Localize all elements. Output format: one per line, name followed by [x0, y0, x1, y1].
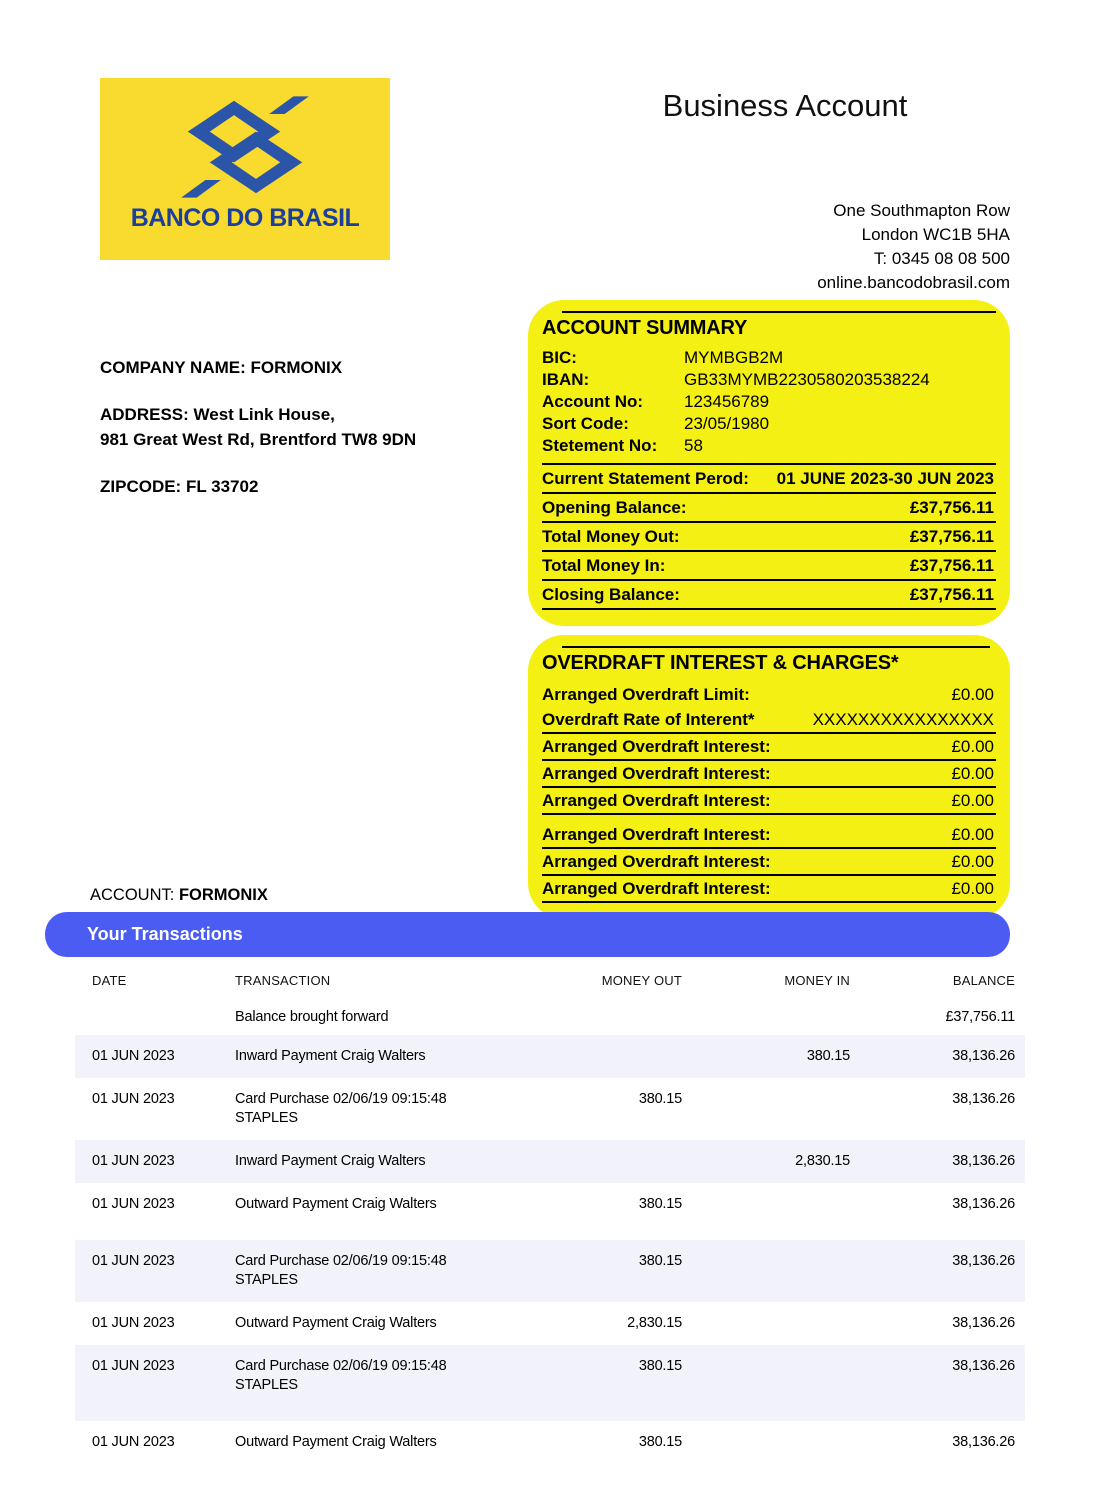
summary-balance-row [542, 494, 996, 523]
txn-balance: £37,756.11 [945, 1009, 1015, 1025]
txn-date: 01 JUN 2023 [92, 1048, 175, 1064]
company-address-line2: 981 Great West Rd, Brentford TW8 9DN [100, 430, 417, 449]
contact-line: T: 0345 08 08 500 [873, 249, 1010, 268]
txn-money-in [690, 1314, 855, 1333]
txn-description-line1: Inward Payment Craig Walters [235, 1048, 426, 1064]
txn-balance: 38,136.26 [952, 1315, 1015, 1331]
table-row [75, 1035, 1025, 1078]
overdraft-row [542, 682, 996, 707]
txn-description-line1: Outward Payment Craig Walters [235, 1196, 437, 1212]
summary-field-row [542, 435, 996, 457]
divider [562, 646, 990, 648]
txn-description-line1: Outward Payment Craig Walters [235, 1315, 437, 1331]
table-row [75, 1078, 1025, 1140]
txn-balance: 38,136.26 [952, 1196, 1015, 1212]
divider [562, 311, 996, 313]
overdraft-row [542, 761, 996, 788]
overdraft-row-value: XXXXXXXXXXXXXXXX [812, 710, 994, 729]
txn-money-out [565, 1047, 690, 1066]
column-header-date: DATE [92, 973, 127, 988]
txn-description-line2: STAPLES [235, 1272, 298, 1288]
transactions-column-headers [75, 973, 1025, 988]
txn-description [235, 1195, 565, 1214]
bank-contact-block [817, 199, 1010, 295]
table-row [75, 1240, 1025, 1302]
summary-balance-value: £37,756.11 [909, 556, 994, 575]
txn-description-line1: Card Purchase 02/06/19 09:15:48 [235, 1091, 447, 1107]
txn-description [235, 1314, 565, 1333]
txn-description [235, 1357, 565, 1395]
summary-balance-row [542, 523, 996, 552]
txn-balance: 38,136.26 [952, 1153, 1015, 1169]
txn-money-out [565, 1008, 690, 1027]
overdraft-row-value: £0.00 [951, 764, 994, 783]
txn-description [235, 1090, 565, 1128]
summary-field-value: MYMBGB2M [684, 348, 784, 367]
banco-do-brasil-emblem-icon [179, 92, 311, 202]
overdraft-row-label: Overdraft Rate of Interent* [542, 710, 755, 729]
summary-balance-value: 01 JUNE 2023-30 JUN 2023 [776, 469, 994, 488]
table-row [75, 1000, 1025, 1035]
txn-description-line1: Card Purchase 02/06/19 09:15:48 [235, 1358, 447, 1374]
txn-description-line2: STAPLES [235, 1110, 298, 1126]
txn-description [235, 1047, 565, 1066]
overdraft-row [542, 822, 996, 849]
column-header-transaction: TRANSACTION [235, 973, 331, 988]
txn-balance: 38,136.26 [952, 1253, 1015, 1269]
overdraft-row-value: £0.00 [951, 791, 994, 810]
overdraft-row-value: £0.00 [951, 737, 994, 756]
contact-line: One Southmapton Row [833, 201, 1010, 220]
txn-money-in [690, 1433, 855, 1452]
summary-field-value: 23/05/1980 [684, 414, 770, 433]
company-zipcode-line: ZIPCODE: FL 33702 [100, 477, 259, 496]
txn-money-in [690, 1195, 855, 1214]
table-row [75, 1421, 1025, 1464]
contact-line: London WC1B 5HA [861, 225, 1010, 244]
table-row [75, 1140, 1025, 1183]
summary-field-label: Account No: [542, 392, 644, 411]
account-value: FORMONIX [178, 886, 268, 904]
overdraft-row-label: Arranged Overdraft Interest: [542, 764, 771, 783]
account-summary-fields [542, 347, 996, 457]
summary-field-row [542, 369, 996, 391]
summary-field-label: BIC: [542, 348, 577, 367]
overdraft-row [542, 849, 996, 876]
column-header-money-out: MONEY OUT [601, 973, 682, 988]
transactions-header-title: Your Transactions [87, 924, 243, 944]
company-name-line: COMPANY NAME: FORMONIX [100, 358, 343, 377]
account-label: ACCOUNT: [90, 886, 175, 904]
overdraft-row [542, 734, 996, 761]
txn-money-out [565, 1152, 690, 1171]
txn-date [75, 1008, 235, 1027]
company-address-block [100, 402, 416, 452]
overdraft-row [542, 707, 996, 734]
company-info-block [100, 355, 416, 521]
txn-description-line1: Outward Payment Craig Walters [235, 1434, 437, 1450]
overdraft-row [542, 876, 996, 903]
txn-date: 01 JUN 2023 [92, 1358, 175, 1374]
overdraft-row-label: Arranged Overdraft Interest: [542, 737, 771, 756]
overdraft-row-label: Arranged Overdraft Interest: [542, 791, 771, 810]
txn-balance: 38,136.26 [952, 1434, 1015, 1450]
summary-field-label: Stetement No: [542, 436, 658, 455]
txn-money-out: 380.15 [638, 1091, 682, 1107]
txn-money-in [690, 1252, 855, 1290]
summary-balance-row [542, 465, 996, 494]
summary-balance-label: Total Money In: [542, 556, 666, 575]
txn-date: 01 JUN 2023 [92, 1253, 175, 1269]
txn-description-line1: Inward Payment Craig Walters [235, 1153, 426, 1169]
txn-description [235, 1433, 565, 1452]
txn-money-out: 380.15 [638, 1196, 682, 1212]
txn-money-in [690, 1008, 855, 1027]
account-summary-balances [542, 465, 996, 610]
table-row [75, 1345, 1025, 1421]
txn-description-line1: Card Purchase 02/06/19 09:15:48 [235, 1253, 447, 1269]
txn-money-in [690, 1090, 855, 1128]
summary-balance-row [542, 552, 996, 581]
account-owner-line [90, 886, 268, 905]
txn-money-out: 380.15 [638, 1358, 682, 1374]
txn-balance: 38,136.26 [952, 1091, 1015, 1107]
column-header-money-in: MONEY IN [784, 973, 850, 988]
summary-field-value: GB33MYMB2230580203538224 [684, 370, 930, 389]
summary-balance-label: Total Money Out: [542, 527, 680, 546]
summary-balance-row [542, 581, 996, 610]
summary-balance-value: £37,756.11 [909, 585, 994, 604]
summary-field-row [542, 347, 996, 369]
summary-balance-label: Opening Balance: [542, 498, 687, 517]
overdraft-row-value: £0.00 [951, 879, 994, 898]
summary-field-row [542, 413, 996, 435]
summary-balance-value: £37,756.11 [909, 527, 994, 546]
summary-field-value: 123456789 [684, 392, 770, 411]
txn-money-out: 380.15 [638, 1434, 682, 1450]
overdraft-row-value: £0.00 [951, 825, 994, 844]
overdraft-panel [528, 635, 1010, 919]
txn-date: 01 JUN 2023 [92, 1091, 175, 1107]
txn-description [235, 1252, 565, 1290]
account-summary-panel [528, 300, 1010, 626]
table-row [75, 1302, 1025, 1345]
table-row [75, 1183, 1025, 1240]
overdraft-title: OVERDRAFT INTEREST & CHARGES* [542, 652, 899, 674]
txn-money-in: 380.15 [806, 1048, 850, 1064]
txn-money-in [690, 1357, 855, 1395]
page-title: Business Account [662, 88, 908, 123]
txn-date: 01 JUN 2023 [92, 1196, 175, 1212]
overdraft-row-label: Arranged Overdraft Interest: [542, 852, 771, 871]
summary-field-value: 58 [684, 436, 703, 455]
summary-field-row [542, 391, 996, 413]
transactions-header-bar [45, 912, 1010, 957]
txn-description [235, 1008, 565, 1027]
txn-description [235, 1152, 565, 1171]
overdraft-row [542, 788, 996, 815]
summary-balance-value: £37,756.11 [909, 498, 994, 517]
summary-field-label: Sort Code: [542, 414, 629, 433]
txn-money-out: 2,830.15 [627, 1315, 682, 1331]
txn-date: 01 JUN 2023 [92, 1153, 175, 1169]
summary-balance-label: Closing Balance: [542, 585, 680, 604]
overdraft-row-value: £0.00 [951, 852, 994, 871]
company-address-line1: ADDRESS: West Link House, [100, 405, 335, 424]
txn-description-line1: Balance brought forward [235, 1009, 389, 1025]
account-summary-title: ACCOUNT SUMMARY [542, 317, 748, 339]
overdraft-row-value: £0.00 [951, 685, 994, 704]
contact-line: online.bancodobrasil.com [817, 273, 1010, 292]
txn-date: 01 JUN 2023 [92, 1434, 175, 1450]
summary-balance-label: Current Statement Perod: [542, 469, 749, 488]
txn-description-line2: STAPLES [235, 1377, 298, 1393]
txn-money-out: 380.15 [638, 1253, 682, 1269]
txn-balance: 38,136.26 [952, 1358, 1015, 1374]
txn-balance: 38,136.26 [952, 1048, 1015, 1064]
overdraft-row-label: Arranged Overdraft Limit: [542, 685, 750, 704]
bank-name: BANCO DO BRASIL [130, 204, 360, 232]
transactions-table [75, 1000, 1025, 1464]
overdraft-row-label: Arranged Overdraft Interest: [542, 879, 771, 898]
txn-money-in: 2,830.15 [795, 1153, 850, 1169]
overdraft-rows [542, 682, 996, 903]
bank-logo [100, 78, 390, 260]
txn-date: 01 JUN 2023 [92, 1315, 175, 1331]
overdraft-row-label: Arranged Overdraft Interest: [542, 825, 771, 844]
column-header-balance: BALANCE [952, 973, 1015, 988]
summary-field-label: IBAN: [542, 370, 590, 389]
